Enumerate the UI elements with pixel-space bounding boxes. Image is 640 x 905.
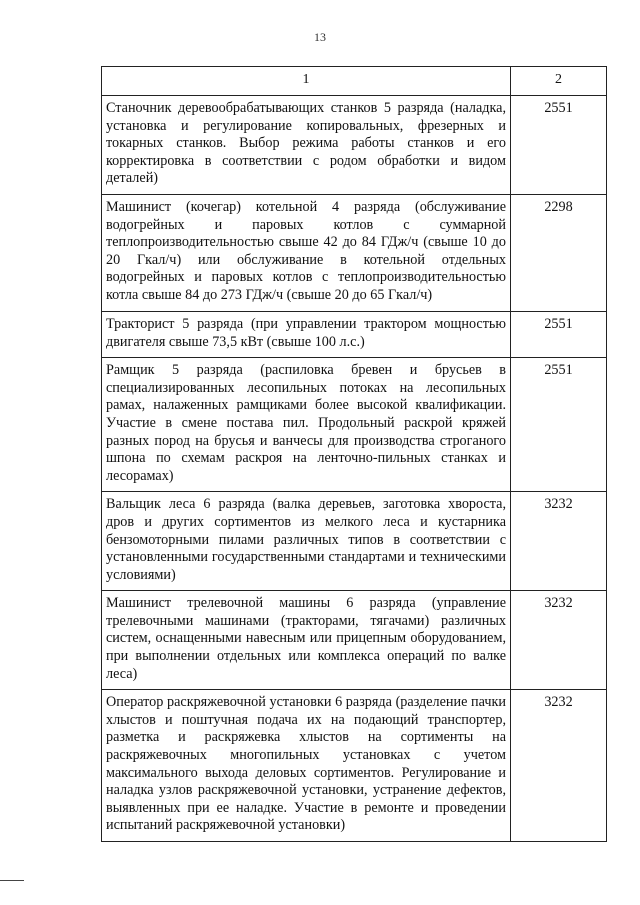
profession-description: Рамщик 5 разряда (распиловка бревен и брусьев в специализированных лесопильных потоках на лесопильных рамах, налаженных рамщиками более высокой квалификации. Участие в смене постава пил. Продольный раскрой кряжей разных пород на брусья и ванчесы для производства строганого шпона по схемам раскроя на ленточно-пильных станках и лесорамах) [102,358,511,492]
profession-description: Вальщик леса 6 разряда (валка деревьев, заготовка хвороста, дров и других сортиментов из мелкого леса и кустарника бензомоторными пилами различных типов в соответствии с установленными государственными стандартами и техническими условиями) [102,492,511,591]
tariff-code: 3232 [511,690,607,842]
tariff-code: 2298 [511,194,607,311]
tariff-code: 2551 [511,96,607,195]
table-row [102,194,607,311]
page-number: 13 [314,30,326,44]
table-row [102,311,607,357]
professions-table [101,66,607,842]
profession-description: Машинист трелевочной машины 6 разряда (управление трелевочными машинами (тракторами, тягачами) различных систем, оснащенными навесным или прицепным оборудованием, при выполнении отдельных или комплекса операций по валке леса) [102,591,511,690]
scan-margin-line [0,880,24,881]
table-row [102,358,607,492]
table-row [102,591,607,690]
column-header-1: 1 [102,67,511,96]
profession-description: Станочник деревообрабатывающих станков 5 разряда (наладка, установка и регулирование копировальных, фрезерных и токарных станков. Выбор режима работы станков и его корректировка в соответствии с родом обработки и видом деталей) [102,96,511,195]
tariff-code: 3232 [511,492,607,591]
table-header-row [102,67,607,96]
profession-description: Тракторист 5 разряда (при управлении трактором мощностью двигателя свыше 73,5 кВт (свыше 100 л.с.) [102,311,511,357]
table-row [102,690,607,842]
profession-description: Оператор раскряжевочной установки 6 разряда (разделение пачки хлыстов и поштучная подача их на подающий транспортер, разметка и раскряжевка хлыстов на сортименты на раскряжевочных многопильных установках с учетом максимального выхода деловых сортиментов. Регулирование и наладка узлов раскряжевочной установки, устранение дефектов, выявленных при ее наладке. Участие в ремонте и проведении испытаний раскряжевочной установки) [102,690,511,842]
table-row [102,492,607,591]
column-header-2: 2 [511,67,607,96]
tariff-code: 2551 [511,311,607,357]
tariff-code: 2551 [511,358,607,492]
tariff-code: 3232 [511,591,607,690]
table-row [102,96,607,195]
profession-description: Машинист (кочегар) котельной 4 разряда (обслуживание водогрейных и паровых котлов с суммарной теплопроизводительностью свыше 42 до 84 ГДж/ч (свыше 10 до 20 Гкал/ч) или обслуживание в котельной отдельных водогрейных и паровых котлов с теплопроизводительностью котла свыше 84 до 273 ГДж/ч (свыше 20 до 65 Гкал/ч) [102,194,511,311]
